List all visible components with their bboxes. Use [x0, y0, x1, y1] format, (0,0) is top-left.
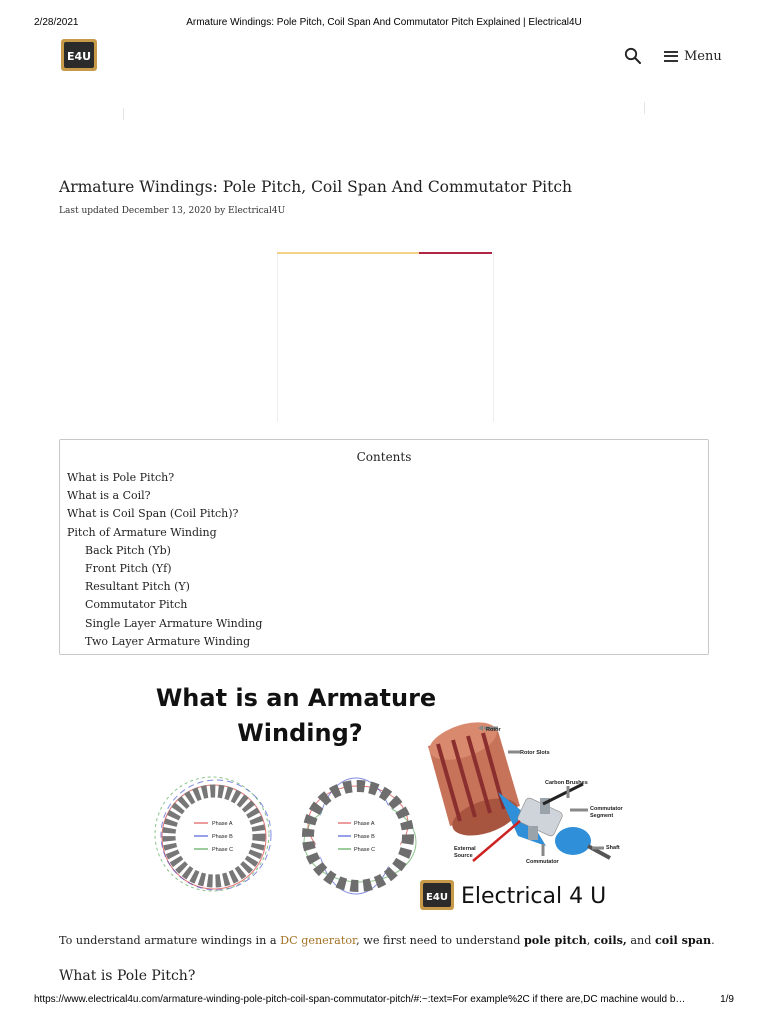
intro-text: and	[626, 934, 655, 947]
commutator-segment-label: Commutator	[590, 806, 623, 812]
stator-diagram-small	[304, 778, 416, 894]
toc-item[interactable]: Back Pitch (Yb)	[85, 543, 171, 557]
section-heading-pole-pitch: What is Pole Pitch?	[59, 968, 196, 984]
toc-list	[67, 469, 262, 651]
phase-c-label: Phase C	[354, 847, 376, 853]
print-page-title: Armature Windings: Pole Pitch, Coil Span And Commutator Pitch Explained | Electrical4U	[186, 17, 582, 28]
brand-mark	[420, 880, 606, 910]
phase-c-label: Phase C	[212, 847, 234, 853]
page-title: Armature Windings: Pole Pitch, Coil Span And Commutator Pitch	[59, 178, 573, 196]
rotor-slots-label: Rotor Slots	[520, 750, 550, 756]
intro-text: To understand armature windings in a	[59, 934, 281, 947]
menu-button[interactable]	[664, 46, 722, 66]
external-source-label-2: Source	[454, 853, 473, 859]
toc-item[interactable]: Two Layer Armature Winding	[85, 634, 251, 648]
hamburger-icon	[664, 51, 678, 62]
brand-name: Electrical 4 U	[461, 884, 607, 909]
print-date: 2/28/2021	[34, 17, 79, 28]
site-logo[interactable]	[60, 38, 98, 72]
stator-diagram-large	[155, 777, 271, 891]
toc-item[interactable]: What is Coil Span (Coil Pitch)?	[67, 507, 239, 521]
term-coils: coils,	[593, 933, 627, 947]
print-url: https://www.electrical4u.com/armature-winding-pole-pitch-coil-span-commutator-pitch/#:~:text=For example%2C if there are,DC machine would b…	[34, 994, 686, 1005]
armature-winding-illustration	[148, 676, 638, 916]
external-source-label: External	[454, 846, 476, 852]
term-coil-span: coil span	[654, 933, 712, 947]
brand-logo-text: E4U	[426, 892, 448, 903]
term-pole-pitch: pole pitch	[523, 933, 587, 947]
toc-item[interactable]: What is Pole Pitch?	[67, 471, 175, 484]
toc-item[interactable]: Commutator Pitch	[85, 598, 188, 612]
intro-text: ,	[586, 934, 594, 947]
intro-paragraph	[59, 933, 715, 947]
phase-a-label: Phase A	[354, 821, 375, 827]
intro-text: , we first need to understand	[356, 934, 524, 947]
ad-placeholder-edge	[123, 108, 124, 120]
phase-b-label: Phase B	[212, 834, 233, 840]
shaft-label: Shaft	[606, 845, 620, 851]
menu-label: Menu	[684, 48, 722, 64]
table-of-contents	[59, 439, 709, 655]
ad-placeholder-edge	[644, 102, 645, 114]
toc-title: Contents	[356, 450, 412, 464]
phase-a-label: Phase A	[212, 821, 233, 827]
hero-heading-line1: What is an Armature	[155, 684, 437, 712]
commutator-label: Commutator	[526, 859, 559, 865]
intro-text: .	[711, 934, 715, 947]
toc-item[interactable]: Pitch of Armature Winding	[67, 525, 217, 539]
ad-frame-border	[277, 252, 419, 254]
print-page-number: 1/9	[720, 994, 734, 1005]
ad-frame	[277, 252, 494, 422]
rotor-label: Rotor	[486, 727, 501, 733]
ad-frame-border	[419, 252, 492, 254]
phase-b-label: Phase B	[354, 834, 375, 840]
commutator-segment-label-2: Segment	[590, 813, 614, 819]
post-meta: Last updated December 13, 2020 by Electrical4U	[59, 206, 286, 216]
hero-heading-line2: Winding?	[237, 719, 363, 747]
toc-item[interactable]: Resultant Pitch (Y)	[85, 580, 190, 594]
rotor-commutator-diagram	[425, 715, 624, 865]
toc-item[interactable]: Front Pitch (Yf)	[85, 562, 172, 576]
logo-text: E4U	[66, 50, 92, 63]
search-icon[interactable]	[624, 47, 642, 65]
carbon-brushes-label: Carbon Brushes	[545, 780, 588, 786]
toc-item[interactable]: What is a Coil?	[67, 489, 151, 503]
toc-item[interactable]: Single Layer Armature Winding	[85, 616, 263, 630]
dc-generator-link[interactable]: DC generator	[280, 934, 357, 947]
